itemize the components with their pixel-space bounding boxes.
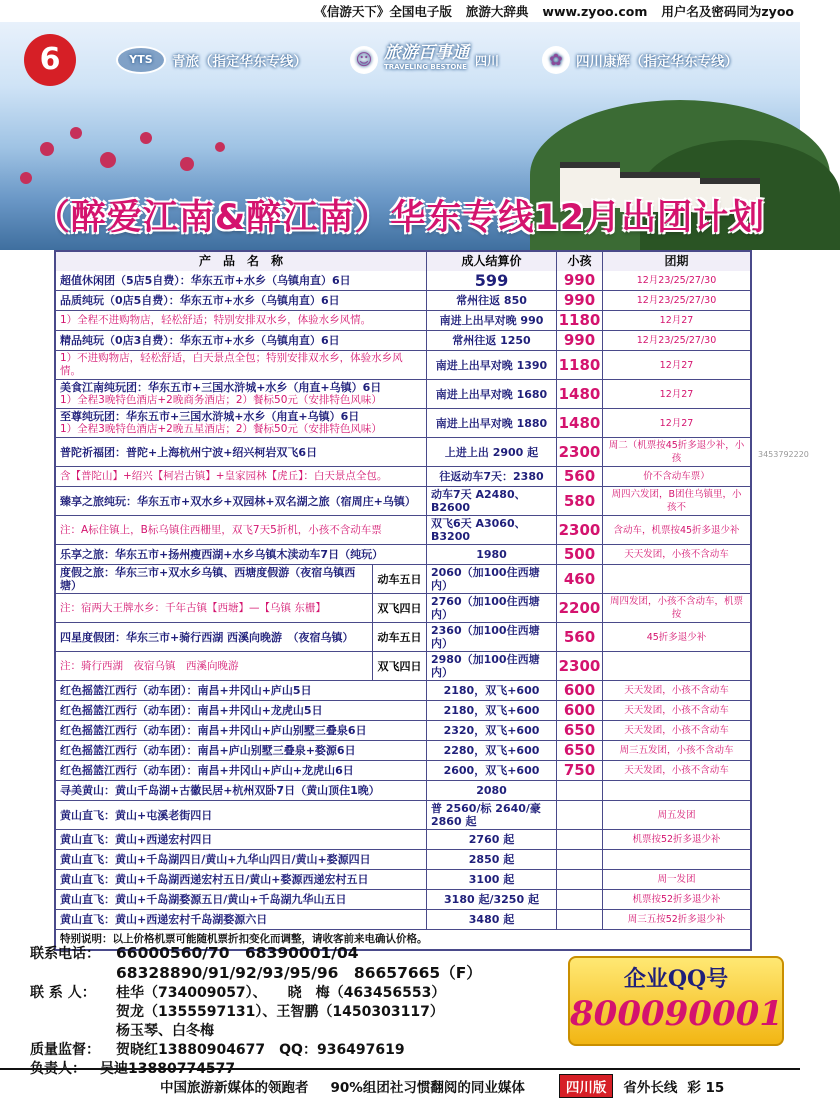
product-note: 含【普陀山】+绍兴【柯岩古镇】+皇家园林【虎丘】：白天景点全包。 [60, 470, 388, 482]
child-price: 1180 [556, 351, 602, 379]
departure-dates: 天天发团，小孩不含动车 [602, 721, 750, 740]
quality-label: 质量监督： [30, 1042, 100, 1058]
child-price: 990 [556, 271, 602, 290]
product-cell [56, 681, 426, 700]
child-price: 2300 [556, 516, 602, 544]
product-name: 黄山直飞：黄山+千岛湖西递宏村五日/黄山+婺源西递宏村五日 [60, 873, 369, 886]
transport-mode: 双飞四日 [372, 594, 426, 622]
child-price: 990 [556, 331, 602, 350]
adult-price: 动车7天 A2480、B2600 [426, 487, 556, 515]
departure-dates: 天天发团，小孩不含动车 [602, 701, 750, 720]
product-name: 度假之旅：华东三市+双水乡乌镇、西塘度假游（夜宿乌镇西塘） [60, 566, 356, 592]
product-name: 寻美黄山：黄山千岛湖+古徽民居+杭州双卧7日（黄山顶住1晚） [60, 784, 380, 797]
departure-dates [602, 652, 750, 680]
brand-logo-icon: 6 [24, 34, 76, 86]
departure-dates: 天天发团，小孩不含动车 [602, 545, 750, 564]
departure-dates: 价不含动车票） [602, 467, 750, 486]
adult-price: 2320，双飞+600 [426, 721, 556, 740]
person-line-3: 杨玉琴、白冬梅 [116, 1023, 214, 1039]
departure-dates [602, 781, 750, 800]
table-row [56, 408, 750, 437]
child-price: 650 [556, 741, 602, 760]
logo-baishitong-sub: TRAVELING BESTONE [384, 63, 467, 71]
table-row [56, 310, 750, 330]
product-cell [56, 830, 426, 849]
contact-block [30, 944, 570, 1079]
product-name: 乐享之旅：华东五市+扬州瘦西湖+水乡乌镇木渎动车7日（纯玩） [60, 548, 384, 561]
departure-dates: 周三五按52折多退少补 [602, 910, 750, 929]
table-row [56, 740, 750, 760]
product-name: 至尊纯玩团：华东五市+三国水浒城+水乡（甪直+乌镇）6日 [60, 410, 360, 423]
product-cell [56, 910, 426, 929]
departure-dates: 周五发团 [602, 801, 750, 829]
lead-label: 负责人： [30, 1061, 86, 1077]
top-bar [0, 0, 800, 22]
table-row [56, 720, 750, 740]
section-label: 省外长线 [623, 1080, 678, 1096]
table-row [56, 466, 750, 486]
adult-price: 1980 [426, 545, 556, 564]
adult-price: 南进上出早对晚 990 [426, 311, 556, 330]
departure-dates: 周二（机票按45折多退少补，小孩 [602, 438, 750, 466]
person-label: 联 系 人： [30, 985, 96, 1001]
adult-price: 2180，双飞+600 [426, 681, 556, 700]
child-price: 2300 [556, 438, 602, 466]
product-cell [56, 652, 372, 680]
person-line-2: 贺龙（1355597131）、王智鹏（1450303117） [116, 1004, 444, 1020]
departure-dates [602, 850, 750, 869]
adult-price: 南进上出早对晚 1880 [426, 409, 556, 437]
product-cell [56, 565, 372, 593]
product-cell [56, 467, 426, 486]
departure-dates: 含动车，机票按45折多退少补 [602, 516, 750, 544]
table-row [56, 849, 750, 869]
product-cell [56, 487, 426, 515]
product-name: 臻享之旅纯玩：华东五市+双水乡+双园林+双名湖之旅（宿周庄+乌镇） [60, 494, 416, 508]
logo-qinglv [116, 46, 307, 74]
table-row [56, 290, 750, 310]
child-price [556, 910, 602, 929]
departure-dates: 45折多退少补 [602, 623, 750, 651]
adult-price: 双飞6天 A3060、B3200 [426, 516, 556, 544]
adult-price: 3100 起 [426, 870, 556, 889]
departure-dates: 12月27 [602, 311, 750, 330]
product-cell [56, 409, 426, 437]
phone-line-2: 68328890/91/92/93/95/96 86657665（F） [116, 964, 482, 982]
table-row [56, 889, 750, 909]
table-row [56, 869, 750, 889]
adult-price: 3180 起/3250 起 [426, 890, 556, 909]
top-bar-url[interactable]: www.zyoo.com [542, 3, 648, 19]
table-row [56, 564, 750, 593]
product-cell [56, 438, 426, 466]
header-adult-price: 成人结算价 [426, 252, 556, 271]
product-cell [56, 623, 372, 651]
side-code: 3453792220 [758, 450, 809, 459]
table-row [56, 651, 750, 680]
tour-table [54, 250, 752, 951]
product-cell [56, 701, 426, 720]
phone-line-1: 66000560/70 68390001/04 [116, 944, 359, 962]
departure-dates: 12月27 [602, 380, 750, 408]
child-price: 560 [556, 467, 602, 486]
header-product: 产 品 名 称 [56, 252, 426, 271]
product-cell [56, 741, 426, 760]
product-cell [56, 331, 426, 350]
product-name: 红色摇篮江西行（动车团）：南昌+庐山别墅三叠泉+婺源6日 [60, 744, 356, 757]
adult-price: 2850 起 [426, 850, 556, 869]
product-cell [56, 801, 426, 829]
quality-value: 贺晓红13880904677 QQ：936497619 [116, 1042, 405, 1058]
product-name: 品质纯玩（0店5自费）：华东五市+水乡（乌镇甪直）6日 [60, 294, 340, 307]
header-dates: 团期 [602, 252, 750, 271]
person-line-1: 桂华（734009057）、 晓 梅（463456553） [116, 985, 446, 1001]
logo-baishitong [350, 43, 500, 74]
adult-price: 2980（加100住西塘内） [426, 652, 556, 680]
adult-price: 2760 起 [426, 830, 556, 849]
table-row [56, 271, 750, 290]
table-row [56, 700, 750, 720]
table-row [56, 760, 750, 780]
table-row [56, 680, 750, 700]
departure-dates: 机票按52折多退少补 [602, 890, 750, 909]
departure-dates: 周一发团 [602, 870, 750, 889]
child-price: 580 [556, 487, 602, 515]
child-price: 750 [556, 761, 602, 780]
flower-logo-icon: ✿ [542, 46, 570, 74]
product-cell [56, 291, 426, 310]
child-price: 650 [556, 721, 602, 740]
yts-logo-icon: YTS [116, 46, 166, 74]
product-cell [56, 351, 426, 379]
product-cell [56, 545, 426, 564]
product-cell [56, 721, 426, 740]
child-price [556, 890, 602, 909]
child-price: 600 [556, 701, 602, 720]
product-name: 黄山直飞：黄山+西递宏村千岛湖婺源六日 [60, 913, 268, 926]
product-name: 黄山直飞：黄山+西递宏村四日 [60, 833, 213, 846]
transport-mode: 动车五日 [372, 623, 426, 651]
product-note: 1）全程不进购物店，轻松舒适；特别安排双水乡，体验水乡风情。 [60, 314, 372, 326]
adult-price: 2080 [426, 781, 556, 800]
product-name: 黄山直飞：黄山+千岛湖婺源五日/黄山+千岛湖九华山五日 [60, 893, 347, 906]
departure-dates: 周三五发团，小孩不含动车 [602, 741, 750, 760]
product-note: 1）全程3晚特色酒店+2晚商务酒店；2）餐标50元（安排特色风味） [60, 394, 382, 406]
departure-dates: 天天发团，小孩不含动车 [602, 761, 750, 780]
product-cell [56, 870, 426, 889]
child-price: 990 [556, 291, 602, 310]
child-price [556, 850, 602, 869]
table-row [56, 350, 750, 379]
product-cell [56, 516, 426, 544]
product-cell [56, 271, 426, 290]
mascot-icon: ☺ [350, 46, 378, 74]
adult-price: 南进上出早对晚 1680 [426, 380, 556, 408]
table-footnote: 特别说明：以上价格机票可能随机票折扣变化而调整，请收客前来电确认价格。 [60, 933, 428, 945]
adult-price: 2760（加100住西塘内） [426, 594, 556, 622]
lead-value: 吴迪13880774577 [100, 1061, 236, 1077]
product-name: 红色摇篮江西行（动车团）：南昌+井冈山+龙虎山5日 [60, 704, 323, 717]
departure-dates: 周四发团，小孩不含动车，机票按 [602, 594, 750, 622]
adult-price: 2280，双飞+600 [426, 741, 556, 760]
page-footer [0, 1068, 800, 1102]
page-title: （醉爱江南&醉江南）华东专线12月出团计划 [34, 198, 766, 238]
adult-price: 3480 起 [426, 910, 556, 929]
qq-title: 企业QQ号 [623, 966, 729, 992]
logo-bar [0, 30, 800, 90]
child-price: 560 [556, 623, 602, 651]
product-name: 红色摇篮江西行（动车团）：南昌+井冈山+庐山+龙虎山6日 [60, 764, 354, 777]
table-row [56, 829, 750, 849]
qq-badge [568, 956, 784, 1046]
adult-price: 599 [426, 271, 556, 290]
adult-price: 2360（加100住西塘内） [426, 623, 556, 651]
child-price: 500 [556, 545, 602, 564]
top-bar-title: 《信游天下》全国电子版 [314, 4, 452, 19]
table-row [56, 330, 750, 350]
table-row [56, 780, 750, 800]
product-name: 精品纯玩（0店3自费）：华东五市+水乡（乌镇甪直）6日 [60, 334, 340, 347]
departure-dates: 12月23/25/27/30 [602, 291, 750, 310]
table-row [56, 593, 750, 622]
table-row [56, 437, 750, 466]
adult-price: 2060（加100住西塘内） [426, 565, 556, 593]
phone-label: 联系电话： [30, 946, 100, 962]
child-price: 1480 [556, 380, 602, 408]
header-child-price: 小孩 [556, 252, 602, 271]
product-cell [56, 311, 426, 330]
product-name: 普陀祈福团：普陀+上海杭州宁波+绍兴柯岩双飞6日 [60, 445, 318, 459]
adult-price: 2600，双飞+600 [426, 761, 556, 780]
child-price [556, 830, 602, 849]
product-name: 四星度假团：华东三市+骑行西湖 西溪向晚游 （夜宿乌镇） [60, 630, 354, 644]
table-row [56, 909, 750, 929]
page-number: 彩 15 [687, 1080, 725, 1096]
top-bar-subtitle: 旅游大辞典 [465, 4, 529, 19]
logo-region: 四川 [475, 53, 500, 68]
departure-dates: 天天发团，小孩不含动车 [602, 681, 750, 700]
table-row [56, 515, 750, 544]
product-cell [56, 594, 372, 622]
footer-slogan-2: 90%组团社习惯翻阅的同业媒体 [330, 1080, 525, 1096]
child-price: 460 [556, 565, 602, 593]
departure-dates: 12月23/25/27/30 [602, 331, 750, 350]
child-price: 600 [556, 681, 602, 700]
product-name: 红色摇篮江西行（动车团）：南昌+井冈山+庐山5日 [60, 684, 312, 697]
product-cell [56, 380, 426, 408]
adult-price: 普 2560/标 2640/豪 2860 起 [426, 801, 556, 829]
table-row [56, 379, 750, 408]
logo-baishitong-label: 旅游百事通 [384, 43, 469, 63]
departure-dates: 机票按52折多退少补 [602, 830, 750, 849]
product-note: 注：A标住镇上，B标乌镇住西栅里，双飞7天5折机，小孩不含动车票 [60, 523, 382, 536]
departure-dates [602, 565, 750, 593]
adult-price: 常州往返 850 [426, 291, 556, 310]
table-row [56, 622, 750, 651]
footer-slogan: 中国旅游新媒体的领跑者 [160, 1080, 309, 1096]
table-row [56, 486, 750, 515]
table-header [56, 252, 750, 271]
logo-kanghui [542, 46, 738, 74]
product-name: 黄山直飞：黄山+屯溪老街四日 [60, 808, 213, 822]
product-cell [56, 761, 426, 780]
product-note: 1）不进购物店，轻松舒适，白天景点全包；特别安排双水乡，体验水乡风情。 [60, 352, 403, 377]
adult-price: 南进上出早对晚 1390 [426, 351, 556, 379]
product-note: 注：宿两大王牌水乡：千年古镇【西塘】—【乌镇 东栅】 [60, 601, 326, 614]
product-note: 注：骑行西湖 夜宿乌镇 西溪向晚游 [60, 659, 239, 672]
product-note: 1）全程3晚特色酒店+2晚五星酒店；2）餐标50元（安排特色风味） [60, 423, 382, 435]
table-row [56, 800, 750, 829]
adult-price: 上进上出 2900 起 [426, 438, 556, 466]
product-cell [56, 850, 426, 869]
top-bar-credentials: 用户名及密码同为zyoo [661, 4, 794, 19]
adult-price: 往返动车7天：2380 [426, 467, 556, 486]
departure-dates: 12月27 [602, 409, 750, 437]
qq-number[interactable]: 800090001 [570, 994, 783, 1034]
transport-mode: 双飞四日 [372, 652, 426, 680]
product-cell [56, 781, 426, 800]
product-name: 超值休闲团（5店5自费）：华东五市+水乡（乌镇甪直）6日 [60, 274, 351, 287]
product-name: 黄山直飞：黄山+千岛湖四日/黄山+九华山四日/黄山+婺源四日 [60, 853, 371, 866]
edition-badge: 四川版 [559, 1074, 614, 1098]
transport-mode: 动车五日 [372, 565, 426, 593]
logo-qinglv-label: 青旅（指定华东专线） [172, 54, 307, 70]
child-price [556, 781, 602, 800]
child-price: 2200 [556, 594, 602, 622]
child-price: 1480 [556, 409, 602, 437]
adult-price: 常州往返 1250 [426, 331, 556, 350]
table-row [56, 544, 750, 564]
child-price [556, 870, 602, 889]
logo-kanghui-label: 四川康辉（指定华东专线） [576, 54, 738, 70]
departure-dates: 12月27 [602, 351, 750, 379]
product-name: 红色摇篮江西行（动车团）：南昌+井冈山+庐山别墅三叠泉6日 [60, 724, 367, 737]
product-cell [56, 890, 426, 909]
child-price [556, 801, 602, 829]
product-name: 美食江南纯玩团：华东五市+三国水浒城+水乡（甪直+乌镇）6日 [60, 381, 382, 394]
adult-price: 2180，双飞+600 [426, 701, 556, 720]
child-price: 2300 [556, 652, 602, 680]
departure-dates: 周四六发团，B团住乌镇里，小孩不 [602, 487, 750, 515]
child-price: 1180 [556, 311, 602, 330]
departure-dates: 12月23/25/27/30 [602, 271, 750, 290]
